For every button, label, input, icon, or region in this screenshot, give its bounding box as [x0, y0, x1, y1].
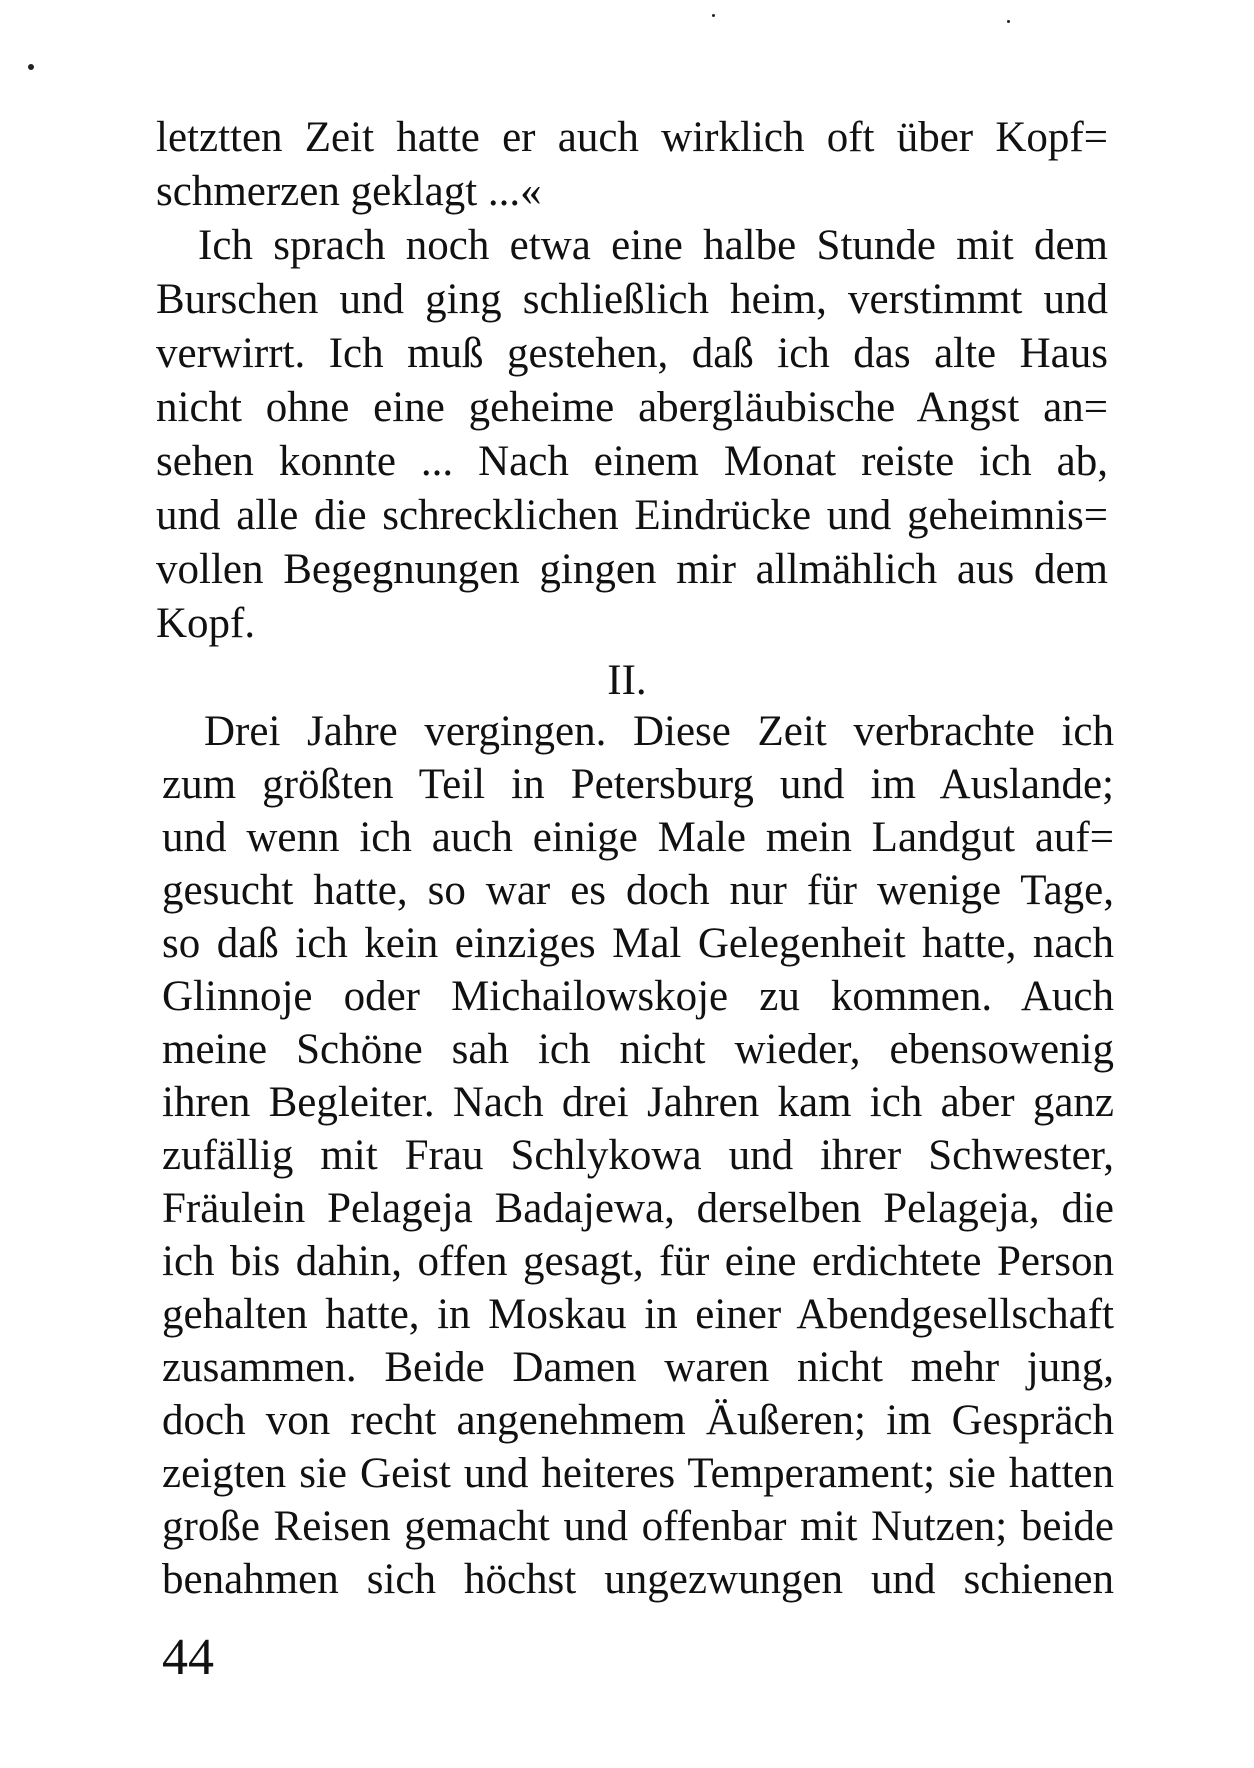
text-line: und alle die schrecklichen Eindrücke und geheimnis=: [156, 492, 1108, 539]
text-line: verwirrt. Ich muß gestehen, daß ich das alte Haus: [156, 330, 1108, 377]
scan-speck: [1007, 20, 1010, 23]
page-number: 44: [162, 1629, 214, 1686]
text-line: nicht ohne eine geheime abergläubische Angst an=: [156, 384, 1108, 431]
text-line: ich bis dahin, offen gesagt, für eine erdichtete Person: [162, 1238, 1114, 1285]
text-line: ihren Begleiter. Nach drei Jahren kam ich aber ganz: [162, 1079, 1114, 1126]
text-line: doch von recht angenehmem Äußeren; im Gespräch: [162, 1397, 1114, 1444]
text-line: zusammen. Beide Damen waren nicht mehr jung,: [162, 1344, 1114, 1391]
text-line: gehalten hatte, in Moskau in einer Abendgesellschaft: [162, 1291, 1114, 1338]
text-line: Glinnoje oder Michailowskoje zu kommen. Auch: [162, 973, 1114, 1020]
text-line: Kopf.: [156, 600, 256, 647]
text-line: Burschen und ging schließlich heim, verstimmt und: [156, 276, 1108, 323]
text-line: zum größten Teil in Petersburg und im Auslande;: [162, 761, 1114, 808]
text-line: sehen konnte ... Nach einem Monat reiste ich ab,: [156, 438, 1108, 485]
text-line: und wenn ich auch einige Male mein Landgut auf=: [162, 814, 1114, 861]
text-line: meine Schöne sah ich nicht wieder, ebensowenig: [162, 1026, 1114, 1073]
text-line: große Reisen gemacht und offenbar mit Nutzen; beide: [162, 1503, 1114, 1550]
text-line: zufällig mit Frau Schlykowa und ihrer Schwester,: [162, 1132, 1114, 1179]
text-line: schmerzen geklagt ...«: [156, 168, 542, 215]
scan-speck: [712, 14, 715, 17]
section-heading: II.: [607, 657, 647, 704]
text-line: so daß ich kein einziges Mal Gelegenheit hatte, nach: [162, 920, 1114, 967]
text-line: Ich sprach noch etwa eine halbe Stunde mit dem: [198, 222, 1108, 269]
text-line: gesucht hatte, so war es doch nur für wenige Tage,: [162, 867, 1114, 914]
text-line: Fräulein Pelageja Badajewa, derselben Pelageja, die: [162, 1185, 1114, 1232]
text-line: vollen Begegnungen gingen mir allmählich aus dem: [156, 546, 1108, 593]
text-line: Drei Jahre vergingen. Diese Zeit verbrachte ich: [204, 708, 1114, 755]
text-line: zeigten sie Geist und heiteres Temperament; sie hatten: [162, 1450, 1114, 1497]
text-line: benahmen sich höchst ungezwungen und schienen: [162, 1556, 1114, 1603]
scan-speck: [28, 64, 34, 70]
text-line: letztten Zeit hatte er auch wirklich oft über Kopf=: [156, 114, 1108, 161]
